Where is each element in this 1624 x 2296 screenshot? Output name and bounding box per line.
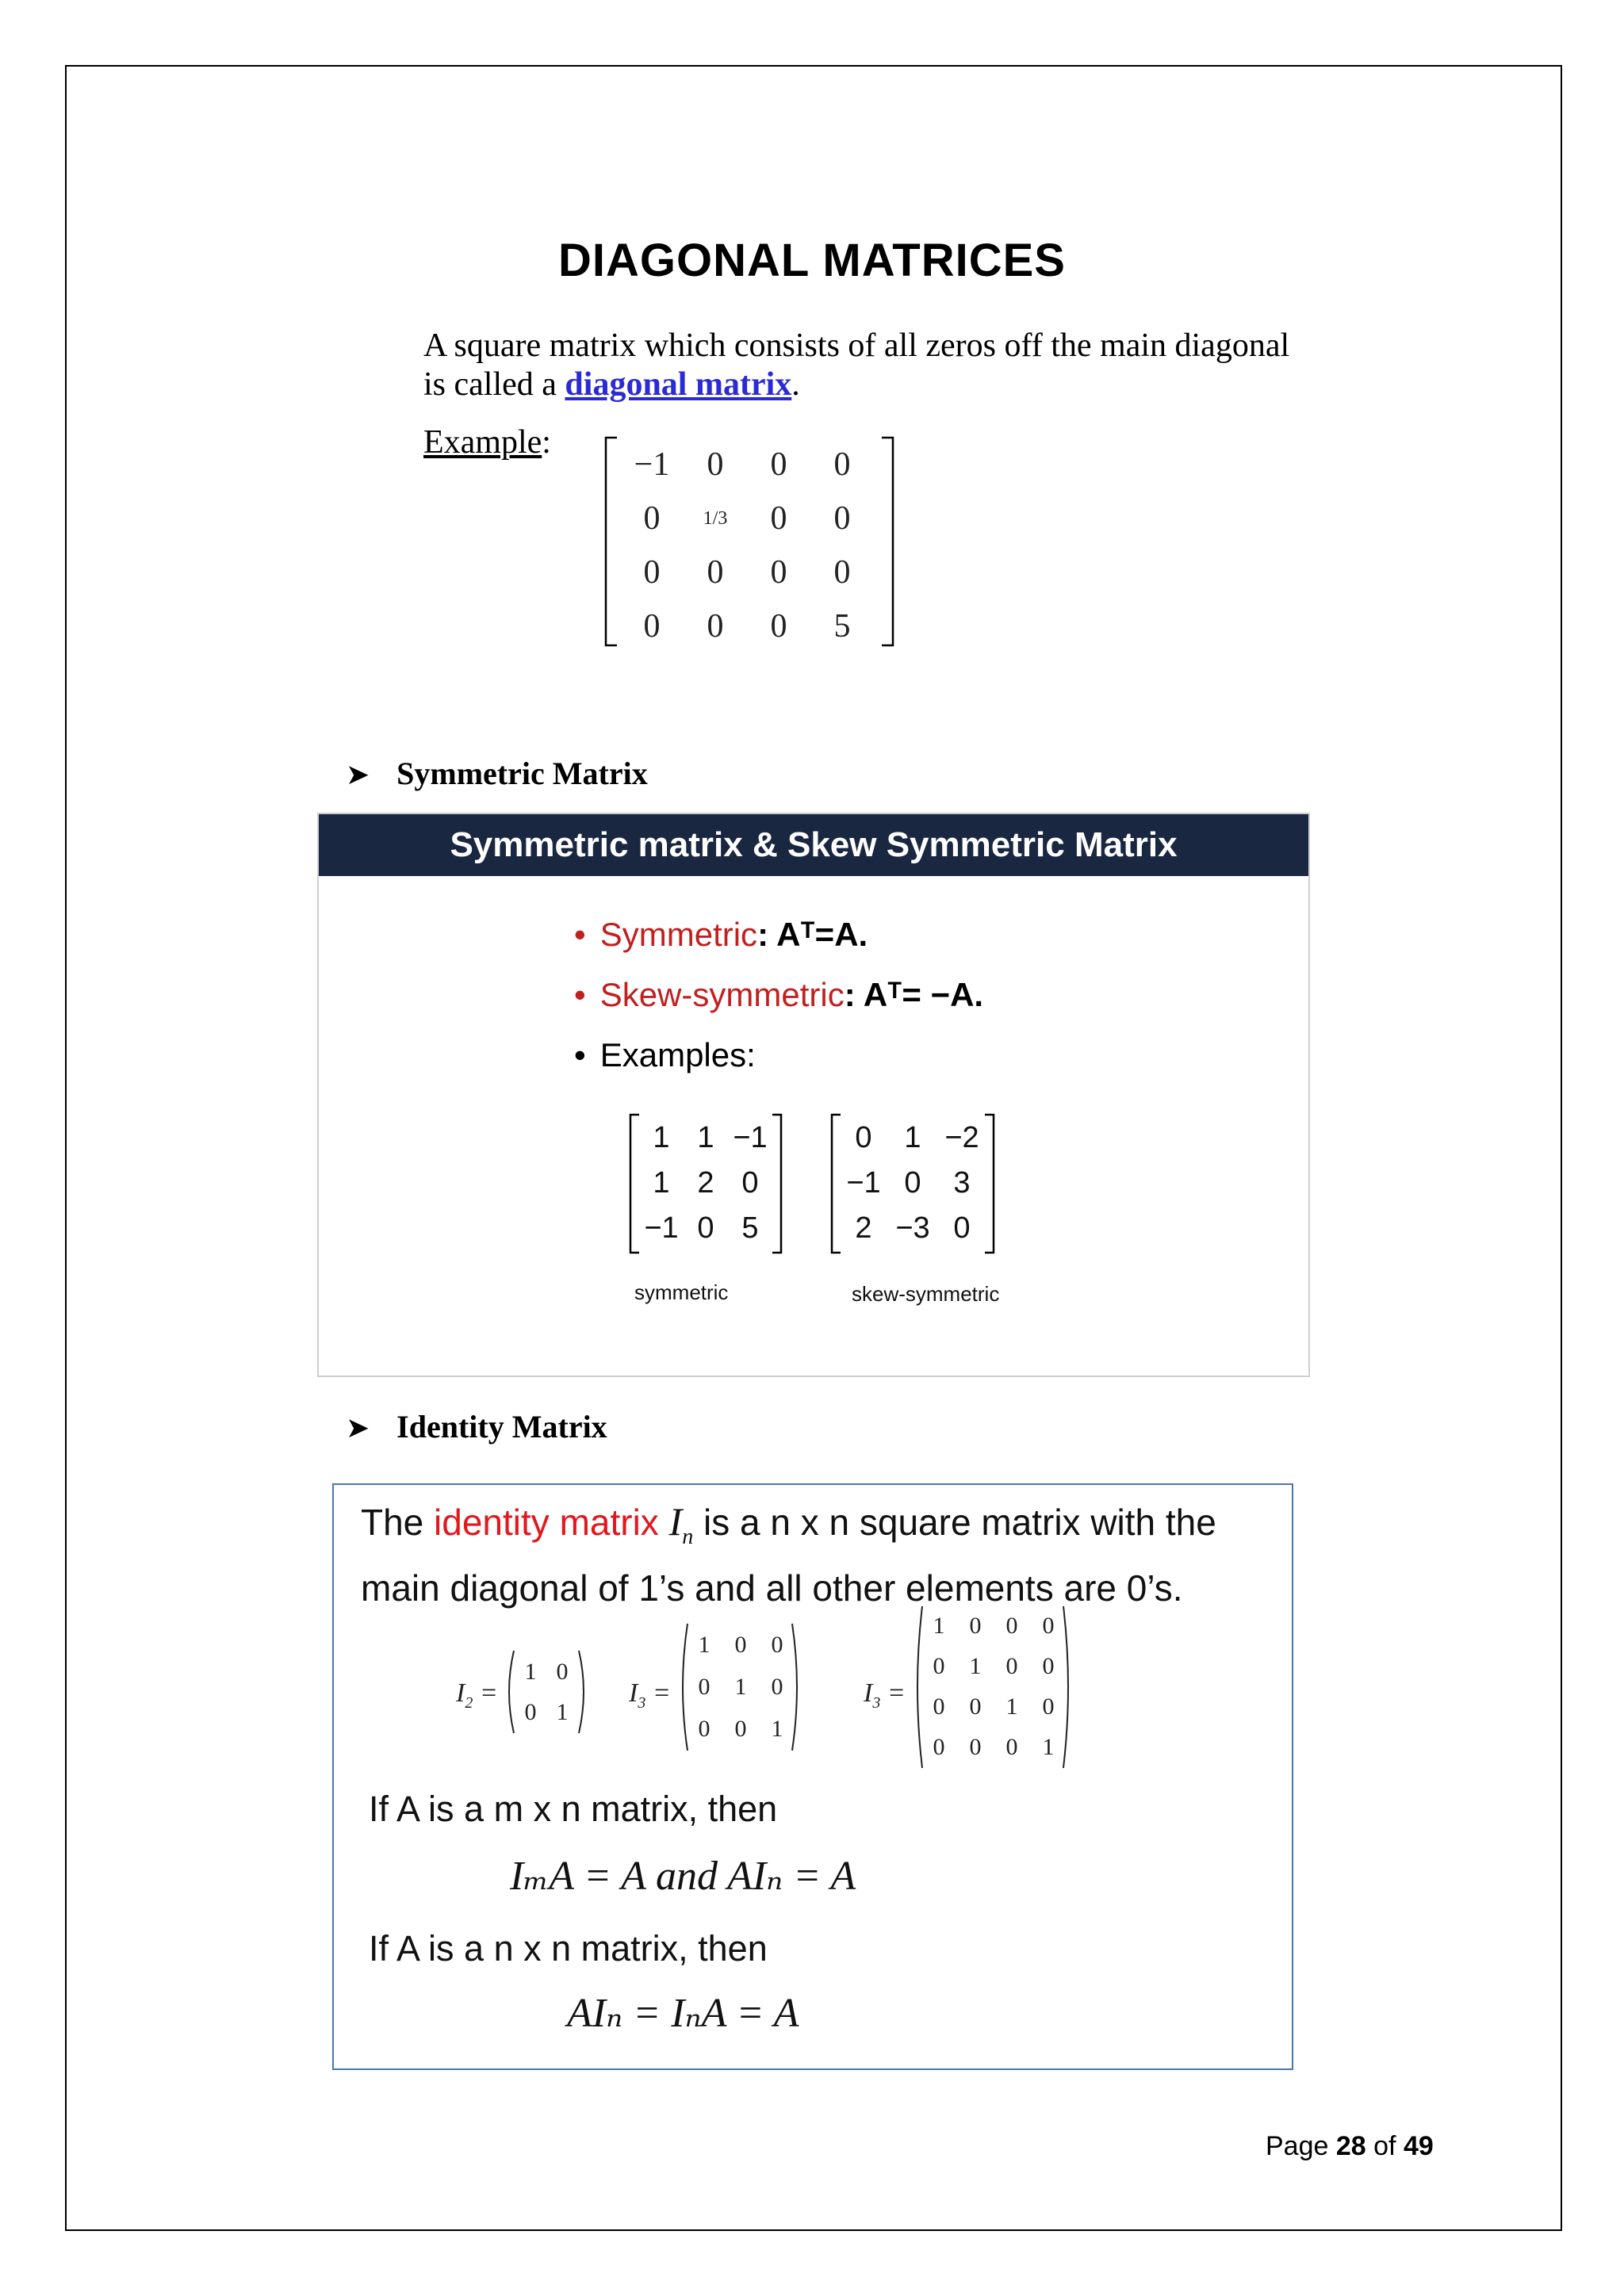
identity-symbol xyxy=(668,1499,694,1549)
intro-end: . xyxy=(791,366,800,403)
symmetric-heading-text: Symmetric Matrix xyxy=(396,756,648,791)
matrix-cell: 0 xyxy=(953,1211,971,1245)
i4-sub: 3 xyxy=(872,1693,881,1712)
i3-sub: 3 xyxy=(638,1693,646,1712)
page-middle: of xyxy=(1365,2131,1404,2161)
bullet-dot-icon: • xyxy=(574,976,586,1013)
note-nxn: If A is a n x n matrix, then xyxy=(369,1928,768,1969)
skew-term: Skew-symmetric xyxy=(599,976,845,1013)
matrix-cell: 1 xyxy=(771,1716,783,1742)
page-number xyxy=(1266,2131,1434,2162)
matrix-cell: 0 xyxy=(833,446,851,483)
matrix-cell: 0 xyxy=(1042,1693,1055,1720)
matrix-cell: 0 xyxy=(1042,1613,1055,1639)
matrix-cell: 0 xyxy=(1005,1613,1018,1639)
matrix-cell: 0 xyxy=(741,1166,759,1200)
example-label xyxy=(423,423,551,461)
equation-nxn: AIₙ = IₙA = A xyxy=(567,1991,799,2036)
arrow-bullet-icon: ➤ xyxy=(346,1412,370,1445)
identity-heading-text: Identity Matrix xyxy=(396,1409,607,1445)
matrix-cell: 2 xyxy=(697,1166,714,1200)
matrix-cell: 2 xyxy=(855,1211,872,1245)
matrix-cell: 1 xyxy=(697,1121,714,1154)
matrix-cell: 0 xyxy=(969,1613,982,1639)
matrix-cell: 0 xyxy=(707,446,724,483)
matrix-cell: 0 xyxy=(833,554,851,591)
matrix-cell: 0 xyxy=(770,554,787,591)
matrix-cell: 0 xyxy=(969,1693,982,1720)
identity-definition xyxy=(361,1496,1273,1613)
identity-symbol-letter: I xyxy=(668,1499,683,1544)
slide-bullet-examples xyxy=(574,1036,756,1074)
matrix-cell: 0 xyxy=(855,1121,872,1154)
matrix-cell: 0 xyxy=(771,1632,783,1658)
i4-label: $I_3$ = xyxy=(864,1678,906,1712)
matrix-cell: −2 xyxy=(944,1121,979,1154)
matrix-cell: 1 xyxy=(698,1632,710,1658)
slide-title: Symmetric matrix & Skew Symmetric Matrix xyxy=(319,814,1308,876)
i2-sub: 2 xyxy=(465,1693,473,1712)
matrix-cell: 1 xyxy=(904,1121,921,1154)
matrix-cell: 5 xyxy=(833,608,851,645)
symmetric-heading xyxy=(346,755,648,792)
matrix-cell: 0 xyxy=(698,1674,710,1700)
page-prefix: Page xyxy=(1266,2131,1336,2161)
matrix-cell: 0 xyxy=(904,1166,921,1200)
matrix-cell: −1 xyxy=(733,1121,768,1154)
matrix-cell: 1/3 xyxy=(703,508,728,529)
matrix-cell: 5 xyxy=(741,1211,759,1245)
matrix-cell: 0 xyxy=(770,608,787,645)
example-word: Example xyxy=(423,424,542,461)
identity-def-start: The xyxy=(361,1502,435,1543)
matrix-cell: 0 xyxy=(643,500,661,537)
skew-caption: skew-symmetric xyxy=(852,1282,1000,1306)
matrix-cell: 0 xyxy=(933,1693,945,1720)
matrix-cell: 1 xyxy=(1042,1734,1055,1760)
matrix-cell: 0 xyxy=(833,500,851,537)
symmetric-term: Symmetric xyxy=(599,916,758,953)
matrix-cell: 0 xyxy=(933,1734,945,1760)
symmetric-slide xyxy=(317,813,1310,1377)
matrix-cell: 0 xyxy=(1005,1653,1018,1679)
page-total: 49 xyxy=(1403,2131,1434,2161)
matrix-cell: 1 xyxy=(969,1653,982,1679)
matrix-cell: 0 xyxy=(707,554,724,591)
matrix-cell: 1 xyxy=(653,1121,670,1154)
matrix-cell: 3 xyxy=(953,1166,971,1200)
matrix-cell: 1 xyxy=(524,1659,537,1685)
i2-label: $I_2$ = xyxy=(456,1678,498,1712)
matrix-cell: 1 xyxy=(556,1699,569,1725)
diagonal-matrix-link[interactable]: diagonal matrix xyxy=(565,366,792,403)
matrix-cell: −1 xyxy=(846,1166,881,1200)
matrix-cell: 0 xyxy=(524,1699,537,1725)
matrix-cell: 1 xyxy=(734,1674,747,1700)
identity-heading xyxy=(346,1408,607,1445)
matrix-cell: 0 xyxy=(734,1632,747,1658)
matrix-cell: 1 xyxy=(1005,1693,1018,1720)
page-title: DIAGONAL MATRICES xyxy=(558,235,1066,286)
matrix-cell: 0 xyxy=(697,1211,714,1245)
page-current: 28 xyxy=(1335,2131,1366,2161)
i3-matrix xyxy=(686,1624,795,1750)
intro-paragraph xyxy=(423,327,1296,404)
identity-term: identity matrix xyxy=(434,1502,659,1543)
intro-text: A square matrix which consists of all zeros off the main diagonal is called a xyxy=(423,327,1290,403)
matrix-cell: 0 xyxy=(1042,1653,1055,1679)
bullet-dot-icon: • xyxy=(574,916,586,953)
i2-matrix xyxy=(515,1651,578,1732)
symmetric-definition: : Aᵀ=A. xyxy=(757,916,868,953)
arrow-bullet-icon: ➤ xyxy=(346,759,370,791)
equation-mxn: IₘA = A and AIₙ = A xyxy=(510,1854,856,1899)
i4-matrix xyxy=(921,1605,1067,1767)
matrix-cell: 0 xyxy=(707,608,724,645)
sym-caption: symmetric xyxy=(634,1280,729,1304)
identity-symbol-sub: n xyxy=(682,1525,694,1549)
matrix-cell: −1 xyxy=(644,1211,679,1245)
skew-matrix xyxy=(839,1115,986,1251)
examples-label: Examples: xyxy=(599,1036,756,1073)
i3-label: $I_3$ = xyxy=(629,1678,671,1712)
matrix-cell: −1 xyxy=(634,446,670,483)
matrix-cell: 1 xyxy=(653,1166,670,1200)
matrix-cell: 1 xyxy=(933,1613,945,1639)
matrix-cell: 0 xyxy=(643,554,661,591)
slide-bullet-symmetric xyxy=(574,916,868,954)
bullet-dot-icon: • xyxy=(574,1036,586,1073)
slide-bullet-skew xyxy=(574,976,983,1014)
identity-def-rest: is a n x n square matrix with the main diagonal of 1’s and all other elements are 0’s. xyxy=(361,1502,1216,1609)
i4-letter: I xyxy=(864,1678,873,1708)
i3-letter: I xyxy=(629,1678,638,1708)
matrix-cell: 0 xyxy=(933,1653,945,1679)
matrix-cell: −3 xyxy=(895,1211,930,1245)
sym-matrix xyxy=(639,1115,772,1251)
matrix-cell: 0 xyxy=(969,1734,982,1760)
matrix-cell: 0 xyxy=(556,1659,569,1685)
matrix-cell: 0 xyxy=(1005,1734,1018,1760)
example-matrix xyxy=(620,438,874,653)
note-mxn: If A is a m x n matrix, then xyxy=(369,1789,778,1829)
skew-definition: : Aᵀ= −A. xyxy=(844,976,984,1013)
identity-box xyxy=(332,1483,1293,2070)
matrix-cell: 0 xyxy=(698,1716,710,1742)
matrix-cell: 0 xyxy=(643,608,661,645)
example-colon: : xyxy=(542,424,551,461)
matrix-cell: 0 xyxy=(771,1674,783,1700)
matrix-cell: 0 xyxy=(770,500,787,537)
matrix-cell: 0 xyxy=(734,1716,747,1742)
i2-letter: I xyxy=(456,1678,465,1708)
matrix-cell: 0 xyxy=(770,446,787,483)
